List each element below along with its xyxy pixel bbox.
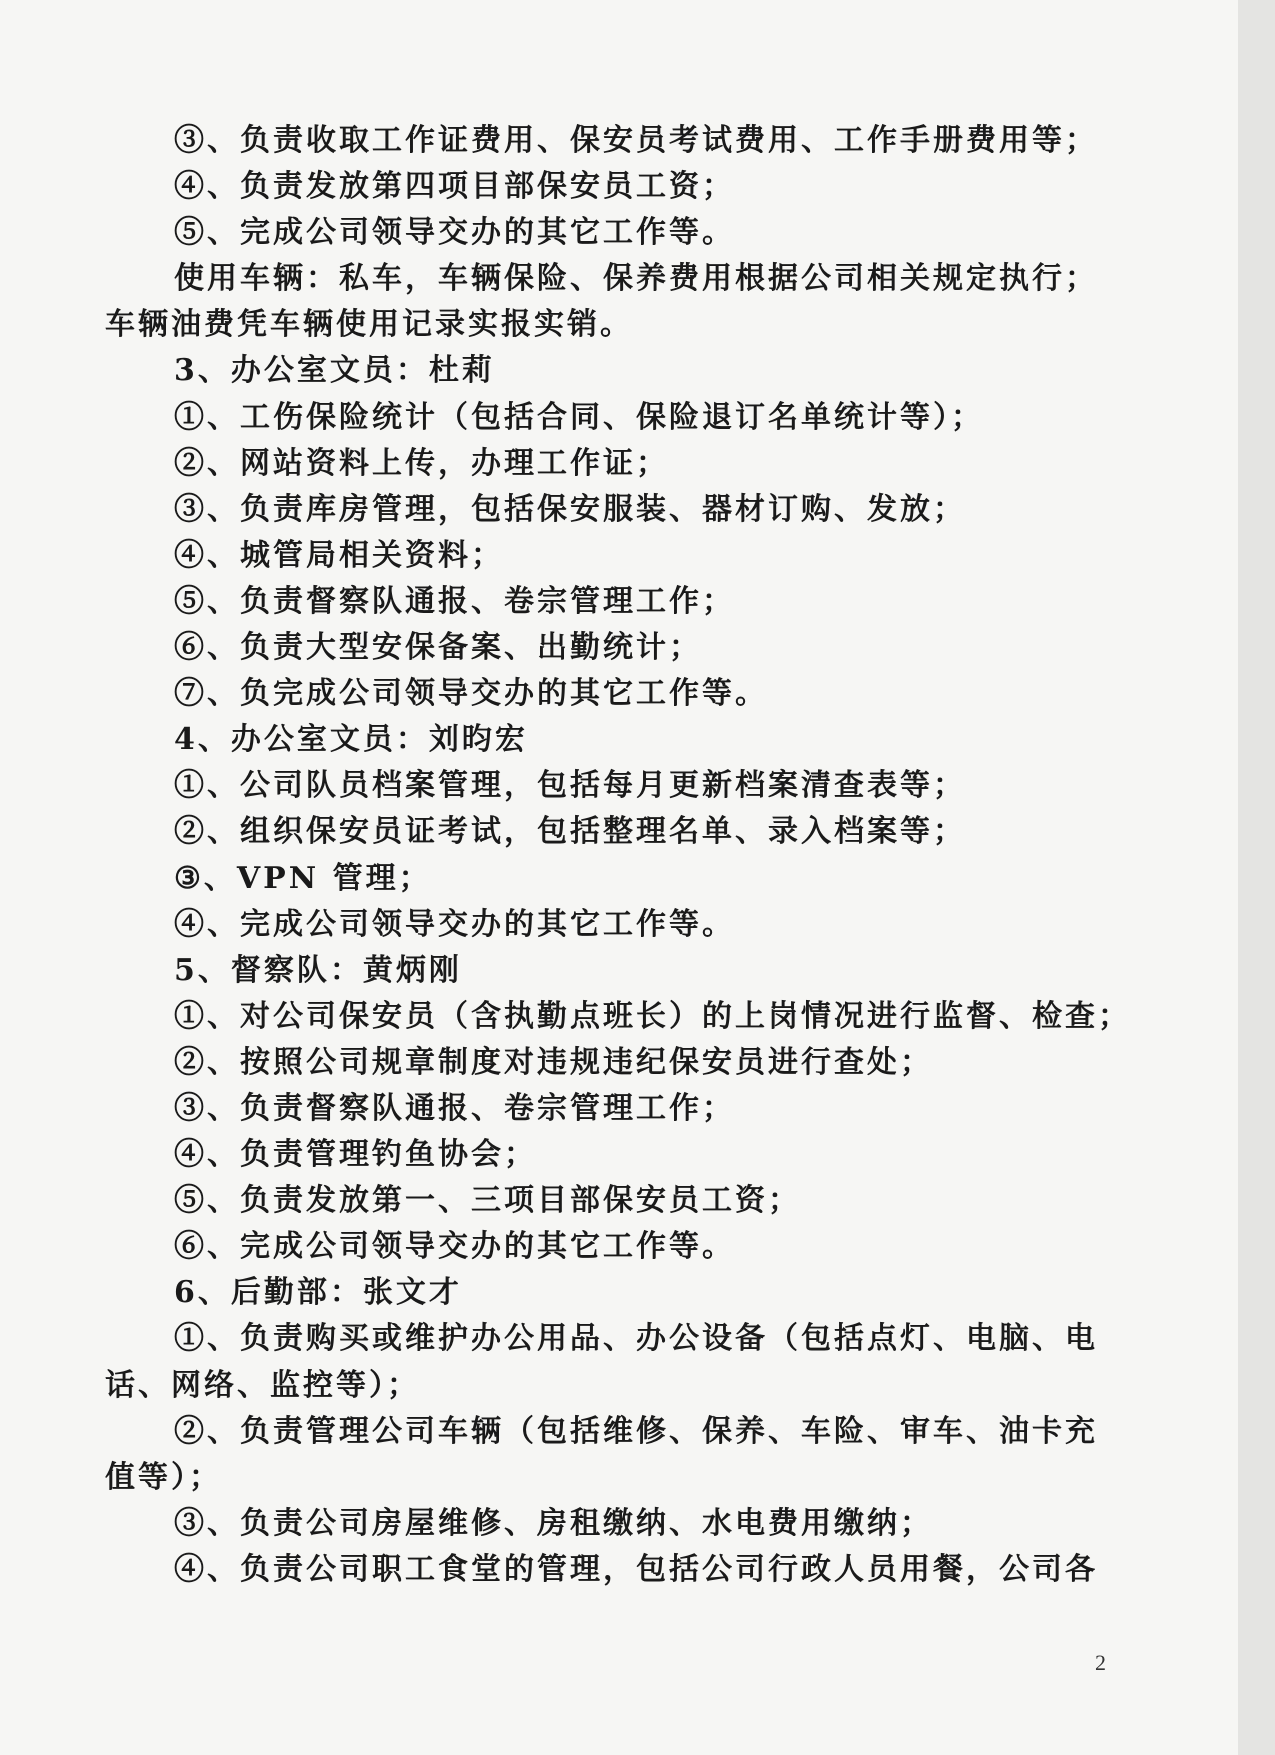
- section-heading-4: 4、办公室文员：刘昀宏: [174, 722, 528, 758]
- text-line-27: ①、负责购买或维护办公用品、办公设备（包括点灯、电脑、电: [174, 1321, 1098, 1357]
- text-line-12: ⑥、负责大型安保备案、出勤统计；: [174, 630, 702, 666]
- text-line-22: ③、负责督察队通报、卷宗管理工作；: [174, 1090, 735, 1126]
- text-line-2: ④、负责发放第四项目部保安员工资；: [174, 169, 735, 205]
- text-line-25: ⑥、完成公司领导交办的其它工作等。: [174, 1229, 735, 1265]
- section-heading-6: 6、后勤部：张文才: [174, 1275, 462, 1311]
- text-line-1: ③、负责收取工作证费用、保安员考试费用、工作手册费用等；: [174, 123, 1098, 158]
- text-line-9: ③、负责库房管理，包括保安服装、器材订购、发放；: [174, 491, 966, 527]
- text-line-21: ②、按照公司规章制度对违规违纪保安员进行查处；: [174, 1044, 933, 1080]
- section-heading-3: 3、办公室文员：杜莉: [174, 353, 495, 389]
- text-line-17: ③、VPN 管理；: [174, 860, 432, 896]
- scan-edge: [1238, 0, 1275, 1755]
- text-line-10: ④、城管局相关资料；: [174, 537, 504, 573]
- text-line-5: 车辆油费凭车辆使用记录实报实销。: [105, 307, 633, 343]
- text-line-16: ②、组织保安员证考试，包括整理名单、录入档案等；: [174, 814, 966, 850]
- text-line-7: ①、工伤保险统计（包括合同、保险退订名单统计等）；: [174, 399, 984, 435]
- text-line-31: ③、负责公司房屋维修、房租缴纳、水电费用缴纳；: [174, 1505, 933, 1541]
- text-line-23: ④、负责管理钓鱼协会；: [174, 1137, 537, 1173]
- text-line-32: ④、负责公司职工食堂的管理，包括公司行政人员用餐，公司各: [174, 1551, 1098, 1587]
- text-line-4: 使用车辆：私车，车辆保险、保养费用根据公司相关规定执行；: [174, 261, 1098, 297]
- text-line-3: ⑤、完成公司领导交办的其它工作等。: [174, 215, 735, 251]
- text-line-30: 值等）；: [105, 1459, 222, 1495]
- text-line-28: 话、网络、监控等）；: [105, 1367, 420, 1403]
- text-line-24: ⑤、负责发放第一、三项目部保安员工资；: [174, 1183, 801, 1219]
- text-line-13: ⑦、负完成公司领导交办的其它工作等。: [174, 676, 768, 712]
- text-line-20: ①、对公司保安员（含执勤点班长）的上岗情况进行监督、检查；: [174, 998, 1131, 1034]
- section-heading-5: 5、督察队：黄炳刚: [174, 952, 462, 988]
- text-line-29: ②、负责管理公司车辆（包括维修、保养、车险、审车、油卡充: [174, 1413, 1098, 1449]
- text-line-15: ①、公司队员档案管理，包括每月更新档案清查表等；: [174, 768, 966, 804]
- text-line-18: ④、完成公司领导交办的其它工作等。: [174, 906, 735, 942]
- text-line-8: ②、网站资料上传，办理工作证；: [174, 445, 669, 481]
- text-line-11: ⑤、负责督察队通报、卷宗管理工作；: [174, 583, 735, 619]
- page-number: 2: [1095, 1650, 1106, 1675]
- document-body: [105, 118, 1131, 1593]
